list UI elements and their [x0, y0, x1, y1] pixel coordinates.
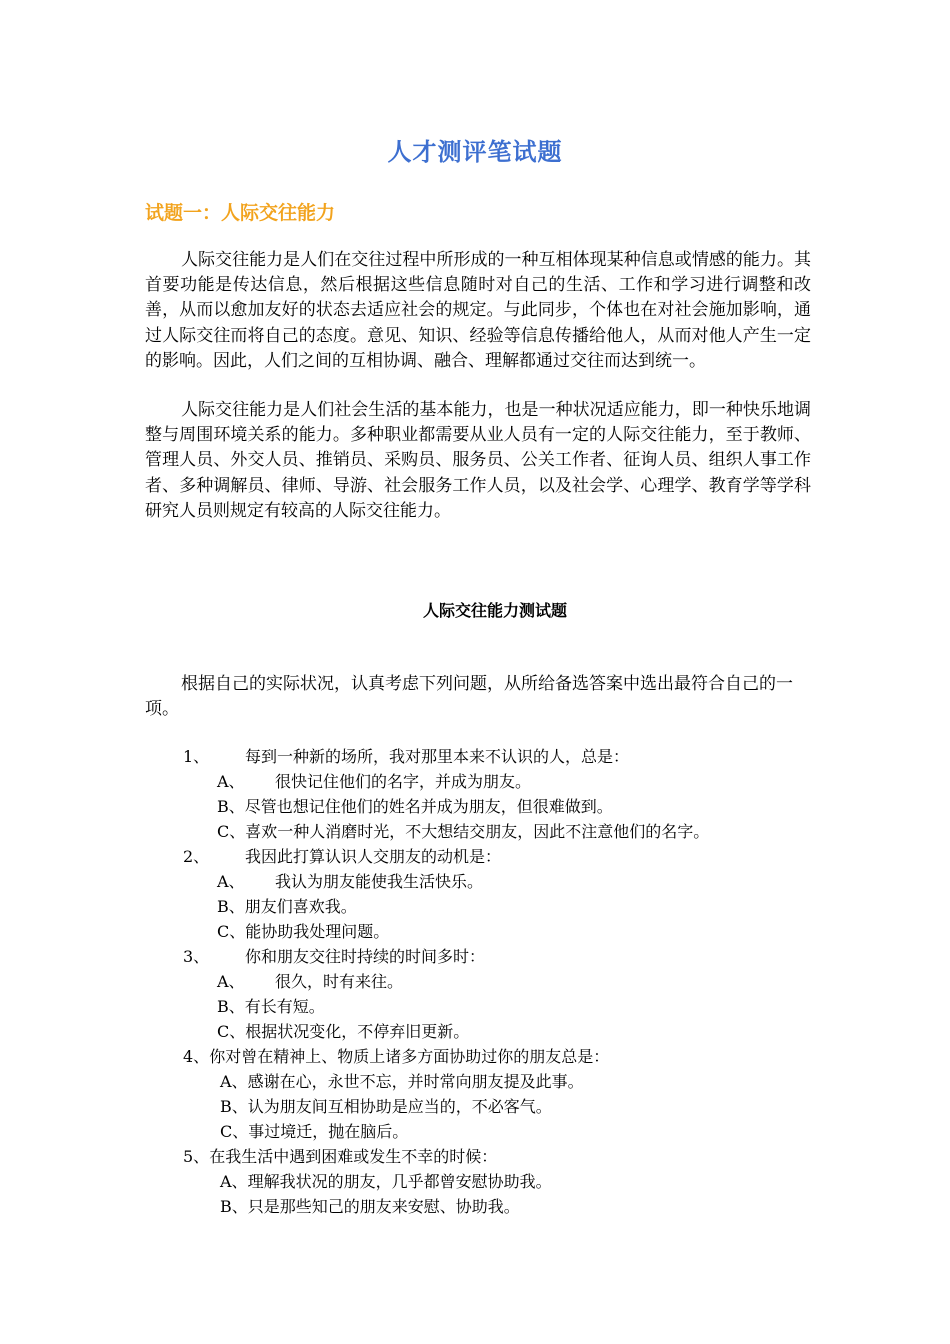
question-5-option-a: [220, 1171, 552, 1193]
option-text: 朋友们喜欢我。: [244, 897, 357, 916]
option-text: 感谢在心，永世不忘，并时常向朋友提及此事。: [247, 1072, 584, 1091]
option-text: 能协助我处理问题。: [245, 922, 390, 941]
question-number: 5、: [183, 1147, 210, 1166]
question-4-option-c: [220, 1121, 408, 1143]
option-key: B、: [217, 897, 245, 916]
question-4: [183, 1046, 609, 1068]
question-5: [183, 1146, 497, 1168]
option-key: B、: [217, 997, 245, 1016]
question-3: [183, 946, 485, 968]
test-title: 人际交往能力测试题: [422, 601, 567, 620]
option-key: C、: [220, 1122, 249, 1141]
option-key: B、: [220, 1097, 248, 1116]
question-text: 我因此打算认识人交朋友的动机是：: [245, 847, 502, 866]
option-text: 很快记住他们的名字，并成为朋友。: [275, 772, 532, 791]
paragraph-text: 人际交往能力是人们在交往过程中所形成的一种互相体现某种信息或情感的能力。其首要功能是传达信息，然后根据这些信息随时对自己的生活、工作和学习进行调整和改善，从而以愈加友好的状态去适应社会的规定。与此同步，个体也在对社会施加影响，通过人际交往而将自己的态度。意见、知识、经验等信息传播给他人，从而对他人产生一定的影响。因此，人们之间的互相协调、融合、理解都通过交往而达到统一。: [145, 250, 811, 371]
question-1-option-a: [217, 771, 531, 793]
document-title: 人才测评笔试题: [387, 138, 563, 166]
instruction-paragraph: [145, 672, 811, 722]
option-key: A、: [220, 1072, 248, 1091]
option-text: 认为朋友间互相协助是应当的，不必客气。: [247, 1097, 552, 1116]
option-text: 理解我状况的朋友，几乎都曾安慰协助我。: [247, 1172, 552, 1191]
option-key: A、: [220, 1172, 248, 1191]
question-2-option-c: [217, 921, 389, 943]
question-1-option-b: [217, 796, 613, 818]
option-key: C、: [217, 1022, 246, 1041]
question-text: 每到一种新的场所，我对那里本来不认识的人，总是：: [245, 747, 630, 766]
question-number: 1、: [183, 747, 210, 766]
question-text: 你和朋友交往时持续的时间多时：: [245, 947, 486, 966]
option-key: B、: [220, 1197, 248, 1216]
option-key: C、: [217, 822, 246, 841]
question-3-option-c: [217, 1021, 469, 1043]
option-text: 我认为朋友能使我生活快乐。: [275, 872, 484, 891]
question-4-option-a: [220, 1071, 584, 1093]
option-key: A、: [217, 772, 245, 791]
option-text: 很久，时有来往。: [275, 972, 404, 991]
question-2-option-a: [217, 871, 483, 893]
option-text: 事过境迁，抛在脑后。: [248, 1122, 409, 1141]
paragraph-text: 人际交往能力是人们社会生活的基本能力，也是一种状况适应能力，即一种快乐地调整与周围环境关系的能力。多种职业都需要从业人员有一定的人际交往能力，至于教师、管理人员、外交人员、推销员、采购员、服务员、公关工作者、征询人员、组织人事工作者、多种调解员、律师、导游、社会服务工作人员，以及社会学、心理学、教育学等学科研究人员则规定有较高的人际交往能力。: [145, 400, 811, 521]
question-text: 你对曾在精神上、物质上诸多方面协助过你的朋友总是：: [209, 1047, 610, 1066]
question-number: 4、: [183, 1047, 210, 1066]
option-text: 喜欢一种人消磨时光，不大想结交朋友，因此不注意他们的名字。: [245, 822, 710, 841]
question-text: 在我生活中遇到困难或发生不幸的时候：: [209, 1147, 498, 1166]
option-key: A、: [217, 972, 245, 991]
question-1: [183, 746, 629, 768]
option-key: C、: [217, 922, 246, 941]
question-1-option-c: [217, 821, 709, 843]
question-5-option-b: [220, 1196, 520, 1218]
question-number: 2、: [183, 847, 210, 866]
option-text: 有长有短。: [244, 997, 325, 1016]
intro-paragraph-1: [145, 248, 811, 374]
intro-paragraph-2: [145, 398, 811, 524]
section-heading: 试题一：人际交往能力: [145, 202, 336, 224]
question-number: 3、: [183, 947, 210, 966]
question-3-option-b: [217, 996, 325, 1018]
question-2: [183, 846, 501, 868]
option-key: A、: [217, 872, 245, 891]
question-3-option-a: [217, 971, 403, 993]
instruction-text: 根据自己的实际状况，认真考虑下列问题，从所给备选答案中选出最符合自己的一项。: [145, 674, 793, 720]
option-text: 只是那些知己的朋友来安慰、协助我。: [247, 1197, 520, 1216]
question-2-option-b: [217, 896, 357, 918]
option-text: 尽管也想记住他们的姓名并成为朋友，但很难做到。: [244, 797, 613, 816]
question-4-option-b: [220, 1096, 552, 1118]
option-text: 根据状况变化，不停弃旧更新。: [245, 1022, 470, 1041]
option-key: B、: [217, 797, 245, 816]
